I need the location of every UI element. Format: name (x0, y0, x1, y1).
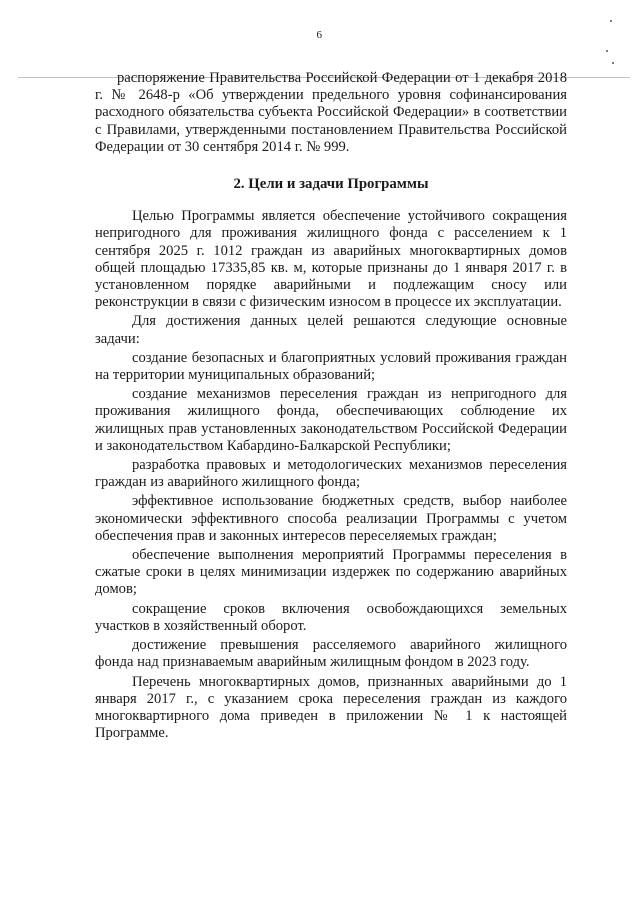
document-body (95, 70, 567, 742)
closing-paragraph: Перечень многоквартирных домов, признанных аварийными до 1 января 2017 г., с указанием срока переселения граждан из каждого многоквартирного дома приведен в приложении № 1 к настоящей Программе. (95, 673, 567, 742)
task-item: достижение превышения расселяемого аварийного жилищного фонда над признаваемым аварийным жилищным фондом в 2023 году. (95, 637, 567, 671)
task-item: эффективное использование бюджетных средств, выбор наиболее экономически эффективного способа реализации Программы с учетом обеспечения прав и законных интересов переселяемых граждан; (95, 493, 567, 544)
scan-speck (610, 20, 612, 22)
scan-speck (606, 50, 608, 52)
task-item: создание безопасных и благоприятных условий проживания граждан на территории муниципальных образований; (95, 349, 567, 384)
section-heading: 2. Цели и задачи Программы (233, 176, 429, 193)
task-item: обеспечение выполнения мероприятий Программы переселения в сжатые сроки в целях минимизации издержек по содержанию аварийных домов; (95, 547, 567, 598)
scan-speck (612, 62, 614, 64)
intro-paragraph: распоряжение Правительства Российской Федерации от 1 декабря 2018 г. № 2648-р «Об утверждении предельного уровня софинансирования расходного обязательства субъекта Российской Федерации» в соответствии с Правилами, утвержденными постановлением Правительства Российской Федерации от 30 сентября 2014 г. № 999. (95, 70, 567, 155)
task-item: создание механизмов переселения граждан из непригодного для проживания жилищного фонда, обеспечивающих соблюдение их жилищных прав установленных законодательством Российской Федерации и законодательством Кабардино-Балкарской Республики; (95, 386, 567, 454)
page-number: 6 (316, 29, 323, 41)
task-item: разработка правовых и методологических механизмов переселения граждан из аварийного жилищного фонда; (95, 457, 567, 491)
task-item: сокращение сроков включения освобождающихся земельных участков в хозяйственный оборот. (95, 600, 567, 634)
tasks-intro-paragraph: Для достижения данных целей решаются следующие основные задачи: (95, 313, 567, 347)
goal-paragraph: Целью Программы является обеспечение устойчивого сокращения непригодного для проживания жилищного фонда с расселением к 1 сентября 2025 г. 1012 граждан из аварийных многоквартирных домов общей площадью 17335,85 кв. м, которые признаны до 1 января 2017 г. в установленном порядке аварийными и подлежащим сносу или реконструкции в связи с физическим износом в процессе их эксплуатации. (95, 208, 567, 311)
